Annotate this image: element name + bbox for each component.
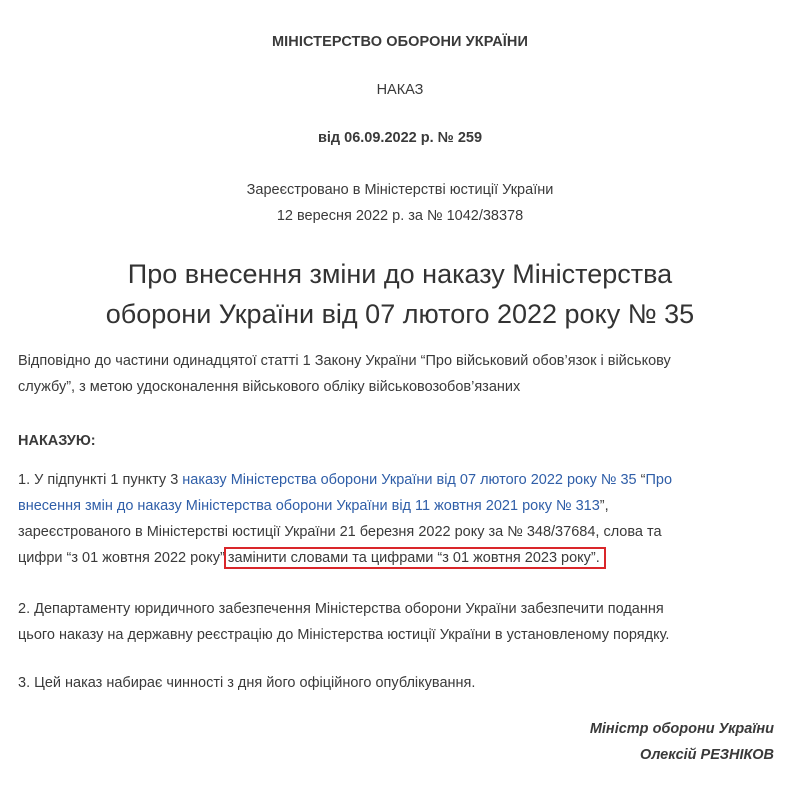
- order-35-link[interactable]: наказу Міністерства оборони України від 07 лютого 2022 року № 35: [182, 472, 637, 488]
- point-2-paragraph: [18, 596, 788, 648]
- order-type-label: НАКАЗ: [376, 82, 424, 98]
- intro-paragraph: [18, 348, 788, 400]
- point-1-old-wording: цифри “з 01 жовтня 2022 року”: [18, 550, 225, 566]
- point-1-quote-close: ”,: [599, 498, 609, 514]
- highlighted-amendment: замінити словами та цифрами “з 01 жовтня 2023 року”.: [224, 547, 606, 569]
- registration-line-2: 12 вересня 2022 р. за № 1042/38378: [276, 208, 524, 224]
- point-1-quote-open: “: [636, 472, 646, 488]
- signature-block: [590, 716, 774, 768]
- order-313-link[interactable]: внесення змін до наказу Міністерства оборони України від 11 жовтня 2021 року № 313: [18, 498, 600, 514]
- point-2-line-2: цього наказу на державну реєстрацію до Міністерства юстиції України в установленому порядку.: [18, 627, 670, 643]
- registration-note: [0, 177, 800, 229]
- document-title: [40, 254, 760, 334]
- order-313-link-start[interactable]: Про: [645, 472, 673, 488]
- point-1-line-3: зареєстрованого в Міністерстві юстиції України 21 березня 2022 року за № 348/37684, слова та: [18, 524, 662, 540]
- intro-line-1: Відповідно до частини одинадцятої статті 1 Закону України “Про військовий обов’язок і військову: [18, 353, 671, 369]
- point-1-line-1: [18, 467, 788, 493]
- registration-line-1: Зареєстровано в Міністерстві юстиції України: [246, 182, 554, 198]
- point-1-prefix: 1. У підпункті 1 пункту 3: [18, 472, 183, 488]
- title-line-1: Про внесення зміни до наказу Міністерства: [127, 259, 673, 289]
- point-3-line-1: 3. Цей наказ набирає чинності з дня його офіційного опублікування.: [18, 675, 476, 691]
- signatory-name: Олексій РЕЗНІКОВ: [640, 747, 774, 763]
- signatory-position: Міністр оборони України: [589, 721, 774, 737]
- point-3-paragraph: [18, 670, 788, 696]
- point-1-line-4: [18, 545, 788, 571]
- order-heading: НАКАЗУЮ:: [18, 433, 96, 449]
- intro-line-2: службу”, з метою удосконалення військового обліку військовозобов’язаних: [18, 379, 521, 395]
- point-2-line-1: 2. Департаменту юридичного забезпечення Міністерства оборони України забезпечити подання: [18, 601, 664, 617]
- ministry-heading: МІНІСТЕРСТВО ОБОРОНИ УКРАЇНИ: [271, 34, 529, 50]
- order-date-number: від 06.09.2022 р. № 259: [317, 130, 483, 146]
- point-1-line-2: [18, 493, 788, 519]
- title-line-2: оборони України від 07 лютого 2022 року № 35: [105, 299, 695, 329]
- point-1-paragraph: [18, 467, 788, 571]
